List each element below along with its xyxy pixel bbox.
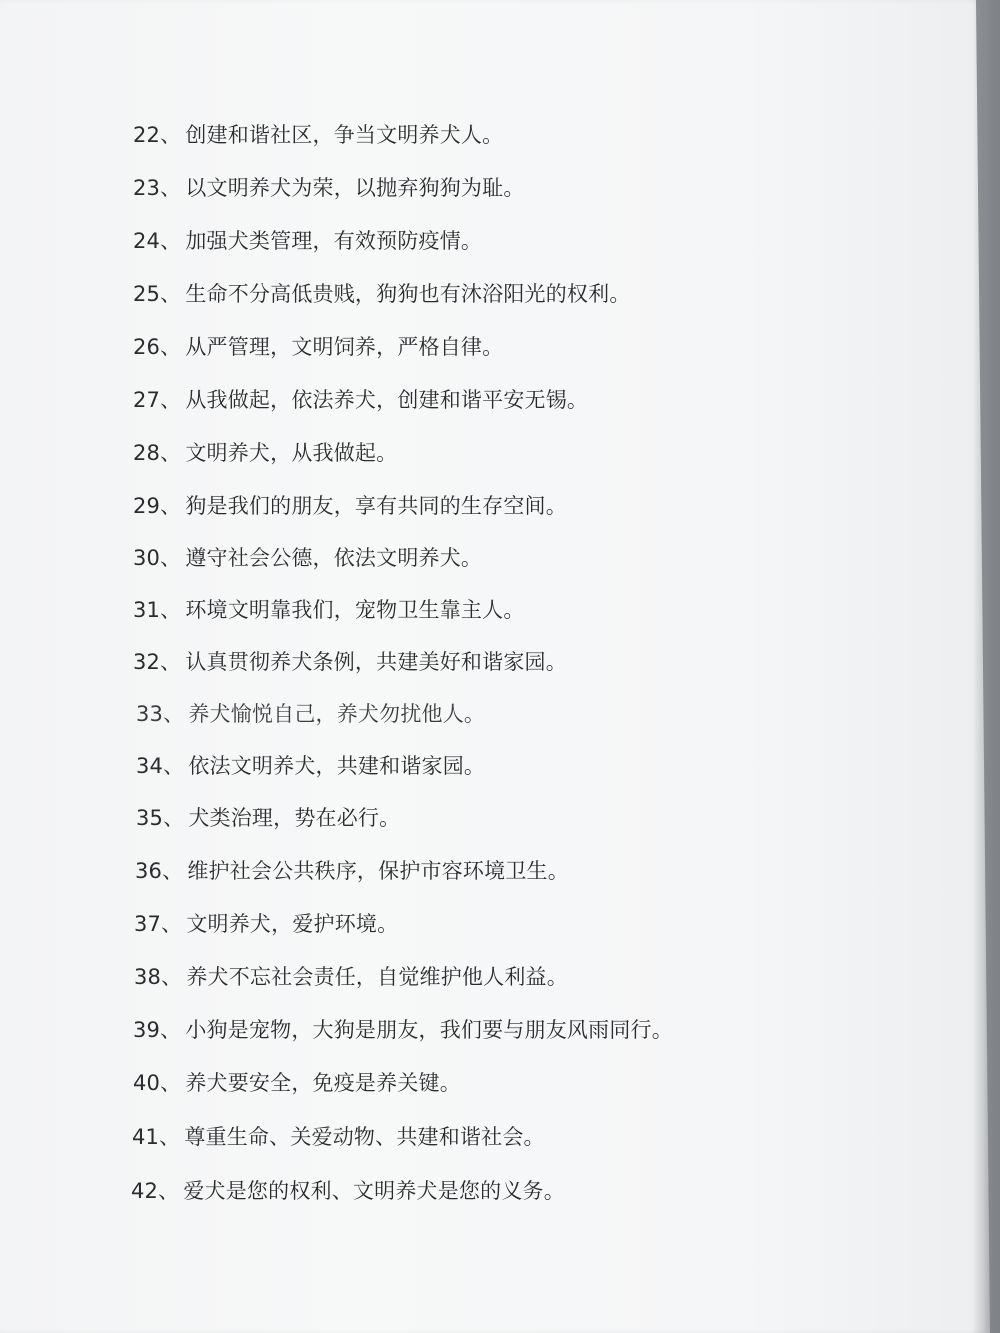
item-number: 38 (134, 965, 162, 989)
item-separator: 、 (159, 1125, 181, 1149)
item-separator: 、 (160, 229, 182, 253)
item-text: 从我做起，依法养犬，创建和谐平安无锡。 (185, 388, 589, 412)
item-text: 创建和谐社区，争当文明养犬人。 (185, 123, 504, 147)
item-separator: 、 (160, 123, 182, 147)
item-separator: 、 (160, 282, 182, 306)
list-item (133, 492, 567, 520)
list-item (133, 596, 525, 624)
list-item (133, 333, 503, 361)
item-separator: 、 (160, 388, 182, 412)
item-separator: 、 (161, 912, 183, 936)
list-item (133, 439, 397, 467)
list-item (133, 121, 503, 149)
list-item (131, 1177, 565, 1205)
item-text: 狗是我们的朋友，享有共同的生存空间。 (185, 494, 567, 518)
item-separator: 、 (161, 965, 183, 989)
list-item (136, 804, 400, 832)
item-number: 30 (133, 546, 161, 570)
item-number: 40 (133, 1071, 161, 1095)
item-text: 环境文明靠我们，宠物卫生靠主人。 (185, 598, 525, 622)
item-number: 24 (133, 229, 161, 253)
list-item (133, 227, 482, 255)
list-item (133, 1016, 673, 1044)
item-separator: 、 (160, 176, 182, 200)
item-separator: 、 (160, 598, 182, 622)
list-item (133, 280, 631, 308)
item-text: 养犬要安全，免疫是养关键。 (185, 1071, 461, 1095)
item-number: 41 (132, 1125, 160, 1149)
list-item (134, 963, 568, 991)
list-item (132, 1123, 545, 1151)
item-separator: 、 (160, 650, 182, 674)
item-number: 37 (134, 912, 162, 936)
item-number: 28 (133, 441, 161, 465)
item-separator: 、 (160, 546, 182, 570)
item-text: 爱犬是您的权利、文明养犬是您的义务。 (183, 1179, 565, 1203)
item-number: 22 (133, 123, 161, 147)
item-text: 犬类治理，势在必行。 (188, 806, 401, 830)
item-text: 依法文明养犬，共建和谐家园。 (188, 754, 486, 778)
item-text: 养犬不忘社会责任，自觉维护他人利益。 (186, 965, 568, 989)
item-separator: 、 (163, 702, 185, 726)
item-text: 养犬愉悦自己，养犬勿扰他人。 (188, 702, 486, 726)
item-separator: 、 (160, 335, 182, 359)
item-text: 加强犬类管理，有效预防疫情。 (185, 229, 483, 253)
item-text: 从严管理，文明饲养，严格自律。 (185, 335, 504, 359)
item-text: 认真贯彻养犬条例，共建美好和谐家园。 (185, 650, 567, 674)
item-number: 33 (136, 702, 164, 726)
item-text: 小狗是宠物，大狗是朋友，我们要与朋友风雨同行。 (185, 1018, 673, 1042)
list-item (133, 544, 482, 572)
item-separator: 、 (160, 494, 182, 518)
item-number: 25 (133, 282, 161, 306)
item-number: 35 (136, 806, 164, 830)
list-item (133, 648, 567, 676)
item-separator: 、 (163, 806, 185, 830)
item-number: 36 (135, 859, 163, 883)
list-item (136, 752, 485, 780)
item-text: 维护社会公共秩序，保护市容环境卫生。 (187, 859, 569, 883)
item-text: 尊重生命、关爱动物、共建和谐社会。 (184, 1125, 545, 1149)
item-text: 文明养犬，爱护环境。 (186, 912, 399, 936)
list-item (136, 700, 485, 728)
item-number: 39 (133, 1018, 161, 1042)
item-separator: 、 (162, 859, 184, 883)
item-text: 文明养犬，从我做起。 (185, 441, 398, 465)
item-text: 生命不分高低贵贱，狗狗也有沐浴阳光的权利。 (185, 282, 631, 306)
item-number: 23 (133, 176, 161, 200)
list-item (135, 857, 569, 885)
item-separator: 、 (158, 1179, 180, 1203)
item-text: 以文明养犬为荣，以抛弃狗狗为耻。 (185, 176, 525, 200)
item-text: 遵守社会公德，依法文明养犬。 (185, 546, 483, 570)
item-number: 29 (133, 494, 161, 518)
list-item (133, 174, 525, 202)
item-number: 31 (133, 598, 161, 622)
list-item (133, 1069, 461, 1097)
item-separator: 、 (160, 1071, 182, 1095)
item-separator: 、 (160, 1018, 182, 1042)
item-number: 26 (133, 335, 161, 359)
item-number: 42 (131, 1179, 159, 1203)
list-item (133, 386, 588, 414)
item-separator: 、 (163, 754, 185, 778)
item-number: 34 (136, 754, 164, 778)
item-number: 27 (133, 388, 161, 412)
list-item (134, 910, 398, 938)
item-separator: 、 (160, 441, 182, 465)
item-number: 32 (133, 650, 161, 674)
